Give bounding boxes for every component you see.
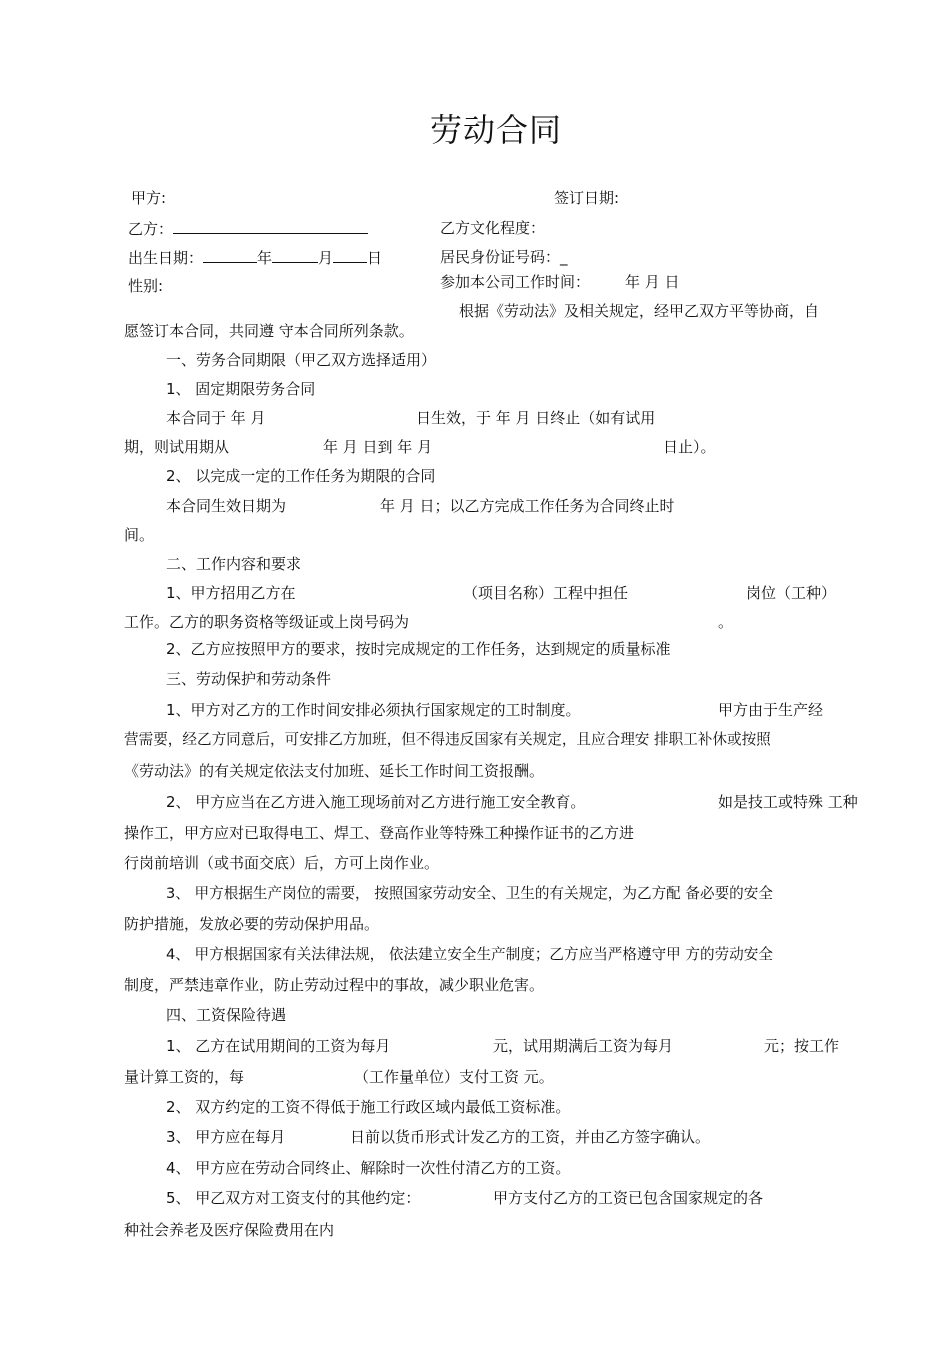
section-3-text: 防护措施，发放必要的劳动保护用品。 bbox=[124, 915, 380, 933]
section-1-text: 日止）。 bbox=[663, 438, 716, 456]
section-2-text: （项目名称）工程中担任 bbox=[463, 584, 629, 602]
section-2-text: 。 bbox=[718, 613, 734, 631]
section-3-text: 《劳动法》的有关规定依法支付加班、延长工作时间工资报酬。 bbox=[124, 762, 545, 780]
section-3-text: 营需要，经乙方同意后，可安排乙方加班，但不得违反国家有关规定，且应合理安 排职工补休或按照 bbox=[124, 731, 771, 748]
intro-line-2: 愿签订本合同，共同遵 守本合同所列条款。 bbox=[124, 322, 414, 340]
section-2-heading: 二、工作内容和要求 bbox=[166, 555, 302, 573]
join-time-date: 年 月 日 bbox=[625, 273, 680, 291]
section-4-text: 1、 乙方在试用期间的工资为每月 bbox=[166, 1037, 391, 1055]
party-b-label: 乙方： bbox=[128, 220, 174, 238]
section-1-text: 年 月 日；以乙方完成工作任务为合同终止时 bbox=[380, 497, 675, 515]
section-2-text: 2、乙方应按照甲方的要求，按时完成规定的工作任务，达到规定的质量标准 bbox=[166, 640, 671, 658]
birth-month-unit: 月 bbox=[318, 249, 334, 267]
section-3-text: 操作工，甲方应对已取得电工、焊工、登高作业等特殊工种操作证书的乙方进 bbox=[124, 824, 635, 842]
education-label: 乙方文化程度： bbox=[440, 219, 546, 237]
section-4-text: 3、 甲方应在每月 bbox=[166, 1128, 286, 1146]
section-4-text: 日前以货币形式计发乙方的工资，并由乙方签字确认。 bbox=[350, 1128, 711, 1146]
party-b-blank bbox=[173, 219, 368, 234]
section-3-text: 甲方由于生产经 bbox=[718, 701, 824, 719]
section-4-text: 2、 双方约定的工资不得低于施工行政区域内最低工资标准。 bbox=[166, 1098, 571, 1116]
section-2-text: 1、甲方招用乙方在 bbox=[166, 584, 296, 602]
section-1-text: 年 月 日到 年 月 bbox=[323, 438, 433, 456]
section-4-text: 甲方支付乙方的工资已包含国家规定的各 bbox=[493, 1189, 764, 1207]
intro-line-1: 根据《劳动法》及相关规定，经甲乙双方平等协商，自 bbox=[459, 302, 820, 320]
section-4-text: 5、 甲乙双方对工资支付的其他约定： bbox=[166, 1189, 421, 1207]
section-1-item-1: 1、 固定期限劳务合同 bbox=[166, 380, 316, 398]
section-4-text: 量计算工资的，每 bbox=[124, 1068, 245, 1086]
section-3-text: 制度，严禁违章作业，防止劳动过程中的事故，减少职业危害。 bbox=[124, 976, 545, 994]
section-1-text: 本合同生效日期为 bbox=[166, 497, 287, 515]
section-4-text: 种社会养老及医疗保险费用在内 bbox=[124, 1221, 335, 1239]
section-4-text: 元；按工作 bbox=[764, 1037, 840, 1055]
section-2-text: 工作。乙方的职务资格等级证或上岗号码为 bbox=[124, 613, 410, 631]
section-1-text: 本合同于 年 月 bbox=[166, 409, 266, 427]
section-2-text: 岗位（工种） bbox=[746, 584, 837, 602]
section-3-heading: 三、劳动保护和劳动条件 bbox=[166, 670, 332, 688]
section-3-text: 如是技工或特殊 工种 bbox=[718, 793, 858, 811]
birth-day-unit: 日 bbox=[367, 249, 383, 267]
section-4-text: 4、 甲方应在劳动合同终止、解除时一次性付清乙方的工资。 bbox=[166, 1159, 571, 1177]
birth-day-blank bbox=[333, 248, 367, 263]
birth-date-field bbox=[128, 248, 382, 267]
section-1-heading: 一、劳务合同期限（甲乙双方选择适用） bbox=[166, 351, 437, 369]
section-1-text: 间。 bbox=[124, 526, 155, 544]
page-title: 劳动合同 bbox=[430, 111, 563, 149]
section-3-text: 行岗前培训（或书面交底）后，方可上岗作业。 bbox=[124, 854, 440, 872]
section-1-text: 期，则试用期从 bbox=[124, 438, 230, 456]
birth-month-blank bbox=[272, 248, 318, 263]
id-number-label: 居民身份证号码：_ bbox=[440, 248, 568, 266]
section-4-heading: 四、工资保险待遇 bbox=[166, 1006, 287, 1024]
section-1-text: 日生效，于 年 月 日终止（如有试用 bbox=[416, 409, 656, 427]
section-3-text: 4、 甲方根据国家有关法律法规， 依法建立安全生产制度；乙方应当严格遵守甲 方的劳动安全 bbox=[166, 946, 773, 963]
section-3-text: 2、 甲方应当在乙方进入施工现场前对乙方进行施工安全教育。 bbox=[166, 793, 586, 811]
party-a-label: 甲方: bbox=[131, 189, 167, 207]
section-4-text: （工作量单位）支付工资 元。 bbox=[354, 1068, 554, 1086]
section-4-text: 元，试用期满后工资为每月 bbox=[493, 1037, 674, 1055]
gender-label: 性别: bbox=[128, 277, 164, 295]
birth-label: 出生日期： bbox=[128, 249, 204, 267]
join-time-label: 参加本公司工作时间： bbox=[440, 273, 591, 291]
section-3-text: 1、甲方对乙方的工作时间安排必须执行国家规定的工时制度。 bbox=[166, 701, 581, 719]
section-3-text: 3、 甲方根据生产岗位的需要， 按照国家劳动安全、卫生的有关规定，为乙方配 备必要的安全 bbox=[166, 885, 773, 902]
section-1-item-2: 2、 以完成一定的工作任务为期限的合同 bbox=[166, 467, 436, 485]
party-b-field bbox=[128, 219, 368, 238]
sign-date-label: 签订日期: bbox=[554, 189, 620, 207]
birth-year-blank bbox=[203, 248, 257, 263]
birth-year-unit: 年 bbox=[257, 249, 273, 267]
